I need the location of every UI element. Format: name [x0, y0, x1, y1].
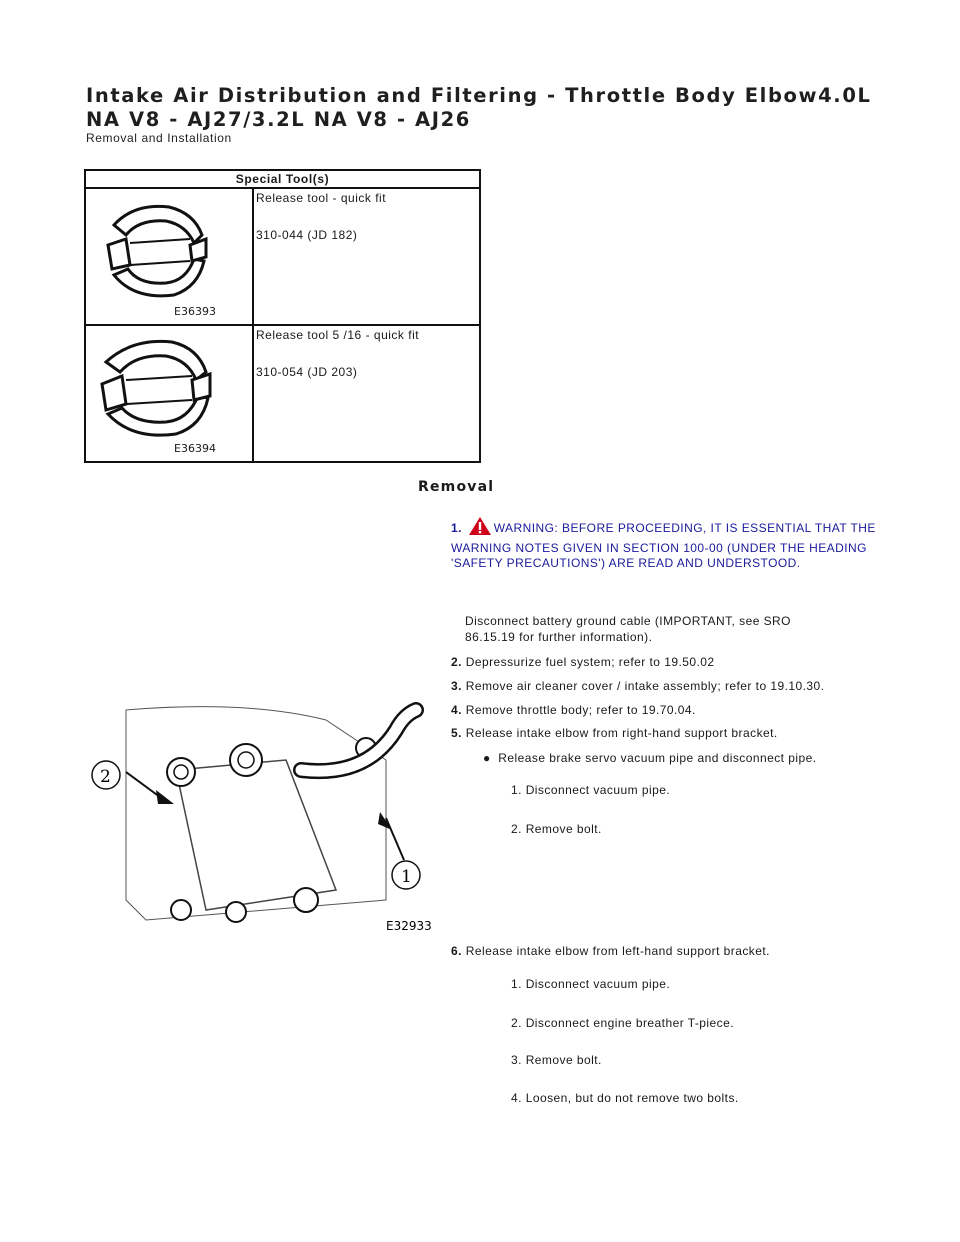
callout-1: 1	[401, 867, 412, 887]
warning-step-number: 1.	[451, 521, 462, 535]
warning-text: WARNING: BEFORE PROCEEDING, IT IS ESSENTIAL THAT THE WARNING NOTES GIVEN IN SECTION 100-00 (UNDER THE HEADING 'SAFETY PRECAUTIONS') ARE READ AND UNDERSTOOD.	[451, 521, 876, 570]
battery-note-line-1: Disconnect battery ground cable (IMPORTANT, see SRO	[465, 614, 791, 628]
special-tools-table	[84, 169, 481, 463]
step-6-sub-4: 4. Loosen, but do not remove two bolts.	[511, 1091, 739, 1105]
step-3: 3. Remove air cleaner cover / intake assembly; refer to 19.10.30.	[451, 679, 825, 693]
quick-fit-release-tool-icon	[94, 195, 214, 305]
step-5-sub-1: 1. Disconnect vacuum pipe.	[511, 783, 671, 797]
image-code: E36393	[174, 305, 216, 318]
illustration-code: E32933	[386, 919, 432, 933]
step-5-sub-2: 2. Remove bolt.	[511, 822, 602, 836]
bracket-illustration	[86, 700, 436, 935]
step-4: 4. Remove throttle body; refer to 19.70.04.	[451, 703, 696, 717]
removal-heading: Removal	[418, 479, 495, 495]
tool-number: 310-054 (JD 203)	[256, 365, 358, 379]
tool-image-release-tool-5-16	[86, 326, 252, 461]
step-6: 6. Release intake elbow from left-hand support bracket.	[451, 944, 770, 958]
step-5: 5. Release intake elbow from right-hand support bracket.	[451, 726, 778, 740]
removal-steps	[451, 516, 891, 1105]
step-6-sub-3: 3. Remove bolt.	[511, 1053, 602, 1067]
callout-2: 2	[100, 767, 111, 787]
step-2: 2. Depressurize fuel system; refer to 19.50.02	[451, 655, 715, 669]
warning-icon	[468, 516, 492, 541]
image-code: E36394	[174, 442, 216, 455]
warning-block	[451, 516, 891, 572]
step-5-bullet: ● Release brake servo vacuum pipe and disconnect pipe.	[483, 751, 817, 765]
step-6-sub-1: 1. Disconnect vacuum pipe.	[511, 977, 671, 991]
step-6-sub-2: 2. Disconnect engine breather T-piece.	[511, 1016, 735, 1030]
battery-note-line-2: 86.15.19 for further information).	[465, 630, 653, 644]
page-subtitle: Removal and Installation	[86, 131, 232, 145]
tool-name: Release tool 5 /16 - quick fit	[256, 328, 420, 342]
tool-image-release-tool	[86, 189, 252, 324]
quick-fit-release-tool-icon	[94, 332, 214, 442]
page-title: Intake Air Distribution and Filtering - Throttle Body Elbow4.0L NA V8 - AJ27/3.2L NA V8 - AJ26	[86, 84, 872, 131]
tool-name: Release tool - quick fit	[256, 191, 387, 205]
special-tools-heading: Special Tool(s)	[85, 170, 480, 188]
tool-number: 310-044 (JD 182)	[256, 228, 358, 242]
